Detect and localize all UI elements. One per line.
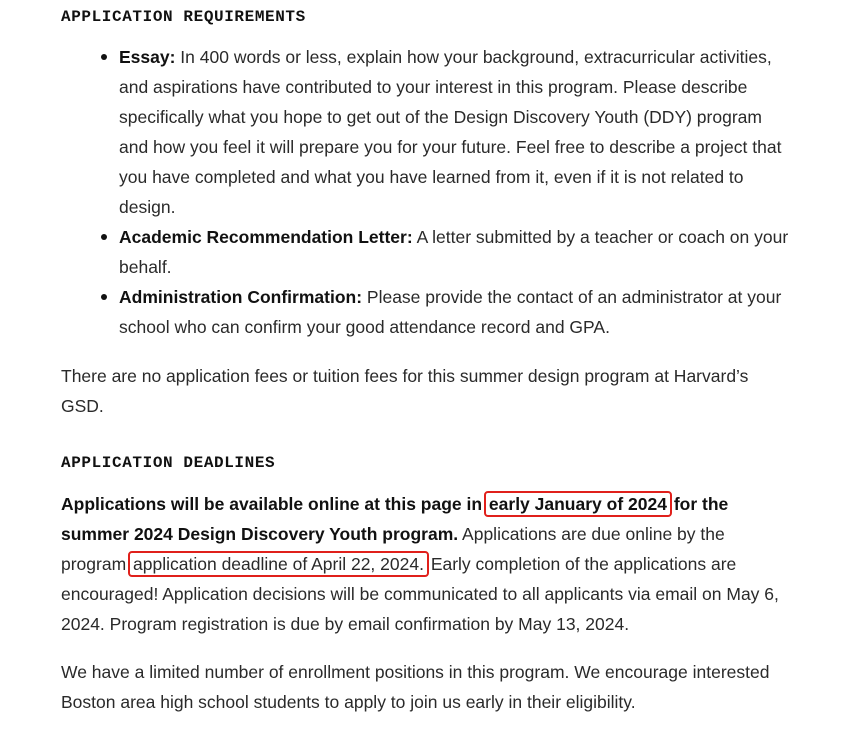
list-item <box>119 42 791 222</box>
deadlines-text-2: Early completion of the applications are encouraged! Application decisions will be communicated to all applicants via email on May 6, 2024. Program registration is due by email confirmation by May 13, 2024. <box>61 554 779 634</box>
deadlines-text-1: Applications are due online by the program <box>61 524 725 574</box>
list-item <box>119 222 791 282</box>
enrollment-paragraph: We have a limited number of enrollment positions in this program. We encourage interested Boston area high school students to apply to join us early in their eligibility. <box>61 662 770 712</box>
recommendation-text: A letter submitted by a teacher or coach on your behalf. <box>119 227 789 277</box>
bullet-icon <box>101 234 107 240</box>
availability-tail: for the summer 2024 Design Discovery Youth program. <box>61 494 729 544</box>
essay-text: In 400 words or less, explain how your background, extracurricular activities, and aspirations have contributed to your interest in this program. Please describe specifically what you hope to get out of the Design Discovery Youth (DDY) program and how you feel it will prepare you for your future. Feel free to describe a project that you have completed and what you have learned from it, even if it is not related to design. <box>119 47 782 217</box>
administration-label: Administration Confirmation: <box>119 287 363 307</box>
availability-lead: Applications will be available online at this page in <box>61 494 487 514</box>
deadlines-paragraph <box>61 489 789 639</box>
bullet-icon <box>101 294 107 300</box>
essay-label: Essay: <box>119 47 176 67</box>
deadline-highlight: application deadline of April 22, 2024. <box>133 554 424 574</box>
availability-highlight: early January of 2024 <box>488 494 667 514</box>
fees-note: There are no application fees or tuition fees for this summer design program at Harvard’s GSD. <box>61 366 749 416</box>
requirements-heading: APPLICATION REQUIREMENTS <box>61 8 306 26</box>
bullet-icon <box>101 54 107 60</box>
list-item <box>119 282 791 342</box>
administration-text: Please provide the contact of an administrator at your school who can confirm your good attendance record and GPA. <box>119 287 782 337</box>
recommendation-label: Academic Recommendation Letter: <box>119 227 413 247</box>
requirements-list <box>61 42 791 342</box>
deadlines-heading: APPLICATION DEADLINES <box>61 454 276 472</box>
